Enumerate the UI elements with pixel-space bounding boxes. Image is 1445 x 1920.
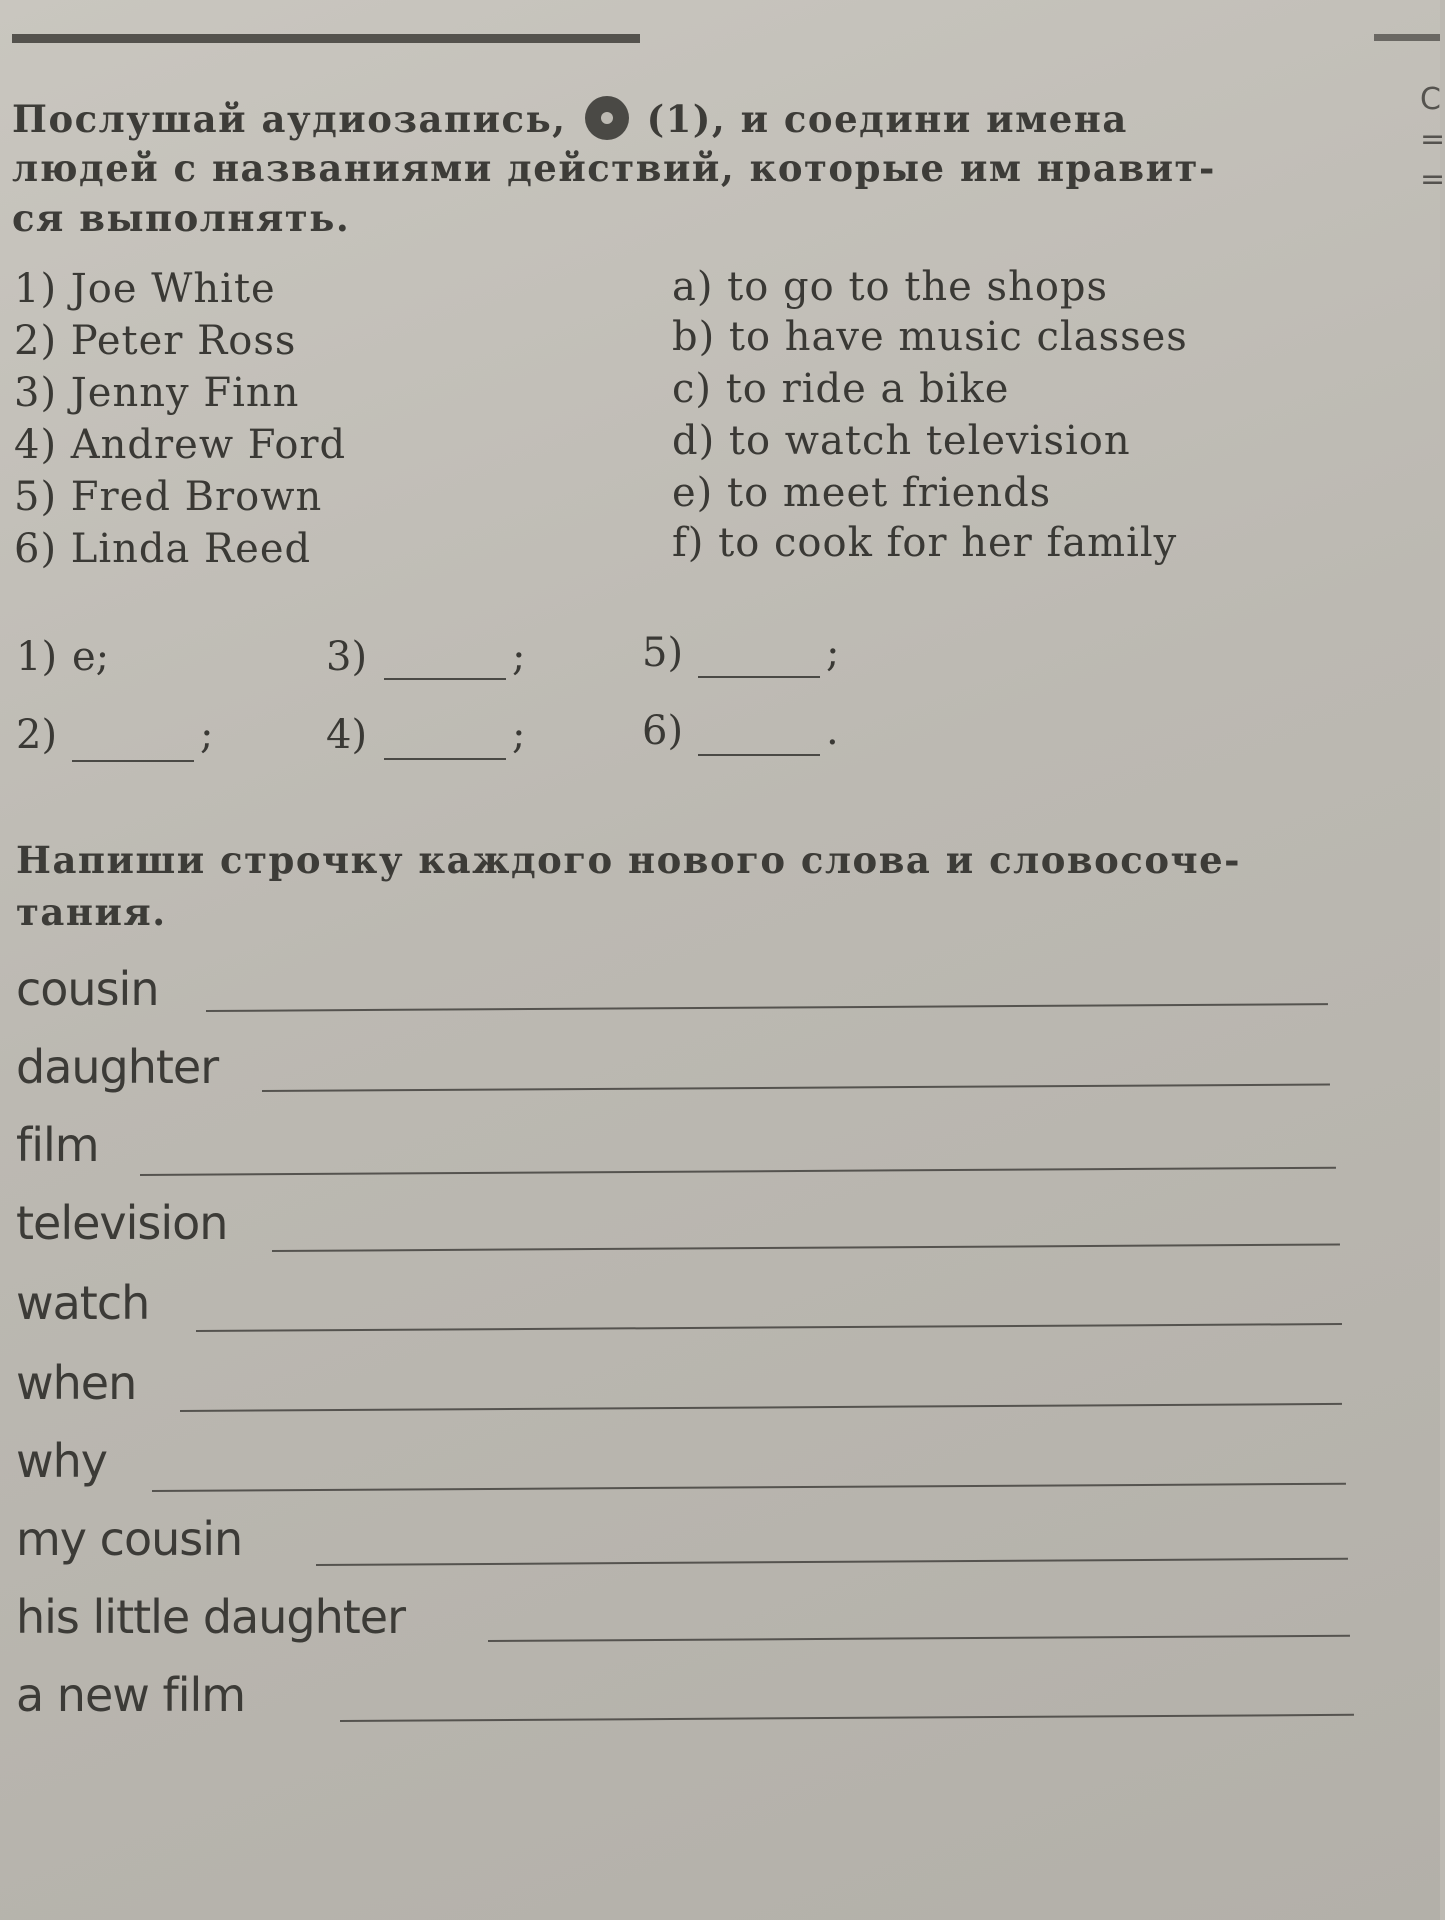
- writing-line[interactable]: [262, 1083, 1330, 1092]
- answer-1-label: 1): [16, 634, 58, 680]
- word-item: a new film: [16, 1668, 246, 1722]
- instruction-text-part2: (1), и соедини имена: [646, 97, 1128, 141]
- word-item: television: [16, 1196, 228, 1250]
- answer-6-blank[interactable]: [698, 754, 820, 756]
- answer-4-label: 4): [326, 712, 368, 758]
- top-divider-right: [1374, 34, 1440, 41]
- word-item: when: [16, 1356, 137, 1410]
- word-item: watch: [16, 1276, 150, 1330]
- writing-line[interactable]: [140, 1167, 1336, 1176]
- edge-fragment: C = =: [1420, 82, 1445, 197]
- answer-2-label: 2): [16, 712, 58, 758]
- answer-6-label: 6): [642, 708, 684, 754]
- word-item: his little daughter: [16, 1590, 406, 1644]
- writing-line[interactable]: [272, 1243, 1340, 1252]
- answer-1-value: e;: [72, 634, 110, 680]
- writing-line[interactable]: [196, 1323, 1342, 1332]
- word-item: my cousin: [16, 1512, 243, 1566]
- writing-line[interactable]: [316, 1558, 1348, 1566]
- activity-item: e) to meet friends: [672, 470, 1052, 516]
- activity-item: f) to cook for her family: [672, 520, 1178, 566]
- answer-4-blank[interactable]: [384, 758, 506, 760]
- activity-item: c) to ride a bike: [672, 366, 1010, 412]
- activity-item: b) to have music classes: [672, 314, 1188, 360]
- audio-disc-icon: [585, 96, 629, 140]
- exercise2-instruction-line1: Напиши строчку каждого нового слова и словосоче-: [16, 838, 1241, 882]
- name-item: 3) Jenny Finn: [14, 370, 300, 416]
- answer-3-label: 3): [326, 634, 368, 680]
- answer-3-blank[interactable]: [384, 678, 506, 680]
- exercise1-instruction-line2: людей с названиями действий, которые им нравит-: [12, 146, 1216, 190]
- answer-3-end: ;: [512, 634, 526, 680]
- activity-item: a) to go to the shops: [672, 264, 1109, 310]
- answer-4-end: ;: [512, 712, 526, 758]
- answer-5-blank[interactable]: [698, 676, 820, 678]
- writing-line[interactable]: [206, 1003, 1328, 1012]
- writing-line[interactable]: [340, 1714, 1354, 1722]
- word-item: daughter: [16, 1040, 219, 1094]
- exercise2-instruction-line2: тания.: [16, 890, 167, 934]
- exercise1-instruction-line3: ся выполнять.: [12, 196, 351, 240]
- answer-2-end: ;: [200, 712, 214, 758]
- instruction-text-part1: Послушай аудиозапись,: [12, 97, 567, 141]
- name-item: 2) Peter Ross: [14, 318, 297, 364]
- name-item: 4) Andrew Ford: [14, 422, 347, 468]
- answer-6-end: .: [826, 708, 839, 754]
- writing-line[interactable]: [152, 1483, 1346, 1492]
- top-divider: [12, 34, 640, 43]
- activity-item: d) to watch television: [672, 418, 1131, 464]
- writing-line[interactable]: [488, 1635, 1350, 1642]
- answer-5-label: 5): [642, 630, 684, 676]
- name-item: 1) Joe White: [14, 266, 276, 312]
- exercise1-instruction-line1: [12, 96, 1128, 141]
- answer-5-end: ;: [826, 630, 840, 676]
- name-item: 6) Linda Reed: [14, 526, 312, 572]
- word-item: why: [16, 1434, 107, 1488]
- writing-line[interactable]: [180, 1403, 1342, 1412]
- word-item: cousin: [16, 962, 159, 1016]
- answer-2-blank[interactable]: [72, 760, 194, 762]
- name-item: 5) Fred Brown: [14, 474, 323, 520]
- word-item: film: [16, 1118, 99, 1172]
